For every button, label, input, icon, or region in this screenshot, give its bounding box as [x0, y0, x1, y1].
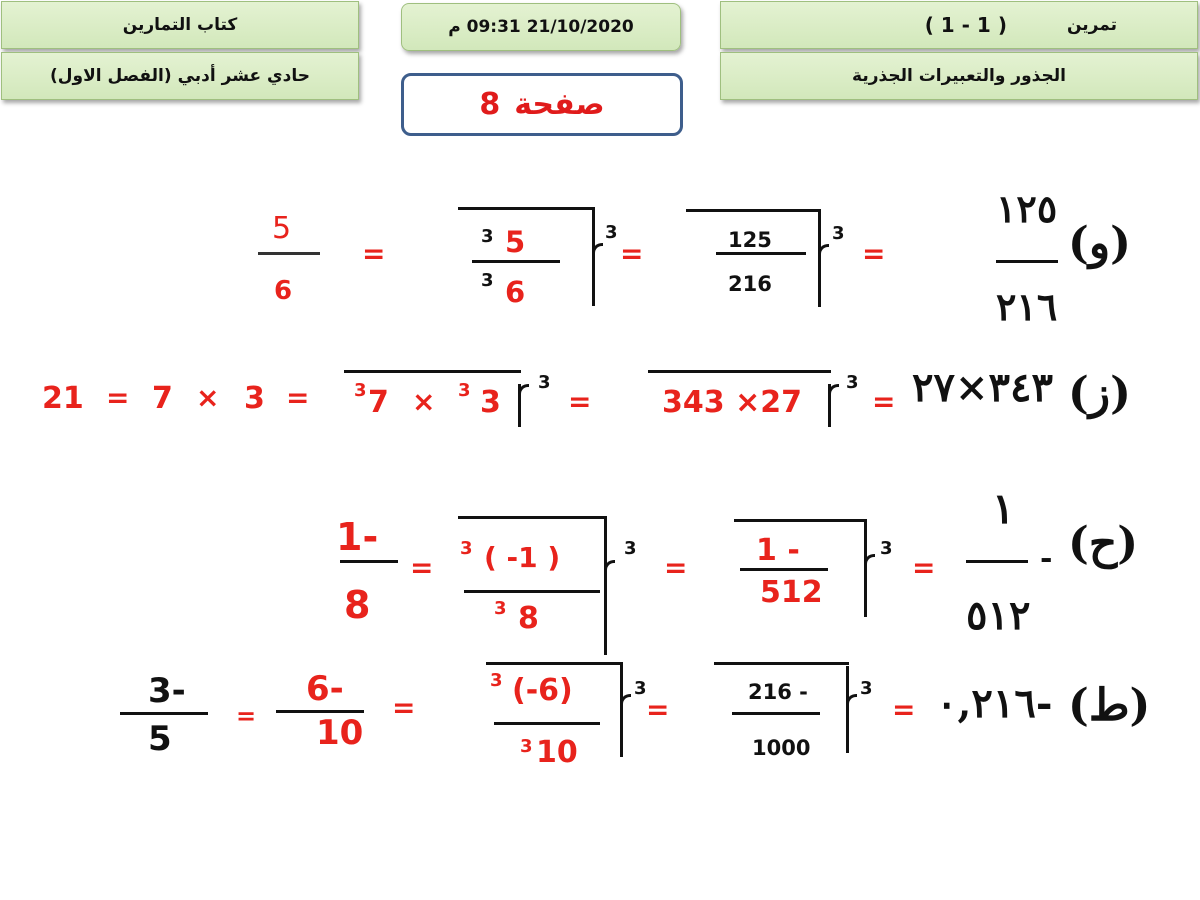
power-index: 3 — [520, 736, 533, 757]
times-sign: × — [196, 381, 220, 414]
result: 21 — [42, 381, 84, 416]
step-den: 10 — [536, 735, 578, 770]
radical-index: 3 — [880, 538, 893, 559]
equals-sign: = — [106, 381, 130, 414]
radical-index: 3 — [605, 222, 618, 243]
radical-vinculum — [344, 370, 521, 373]
radical-index: 3 — [860, 678, 873, 699]
problem-t-expr: -٠,٢١٦ — [936, 680, 1053, 727]
class-label-box — [1, 52, 359, 100]
problem-h-den: ٥١٢ — [966, 592, 1031, 639]
radicand-num: 1 - — [756, 533, 800, 568]
equals-sign: = — [620, 237, 644, 270]
radicand-den: 1000 — [752, 736, 811, 760]
equals-sign: = — [286, 381, 310, 414]
step-factor-b: 3 — [480, 385, 501, 420]
radical-vinculum — [458, 207, 595, 210]
radical-hook — [592, 243, 603, 306]
lesson-title: الجذور والتعبيرات الجذرية — [852, 66, 1066, 86]
radical-index: 3 — [846, 372, 859, 393]
page-number-box — [401, 73, 683, 136]
step-fraction-bar — [472, 260, 560, 263]
equals-sign: = — [664, 551, 688, 584]
answer-num: 5 — [272, 211, 292, 246]
radical-vinculum — [714, 662, 849, 665]
answer-den: 6 — [274, 276, 293, 306]
step-factor-a: 7 — [368, 385, 389, 420]
radicand-den: 512 — [760, 575, 823, 610]
equals-sign: = — [872, 385, 896, 418]
equals-sign: = — [392, 691, 416, 724]
power-index: 3 — [458, 380, 471, 401]
class-label: حادي عشر أدبي (الفصل الاول) — [50, 66, 310, 86]
equals-sign: = — [236, 702, 257, 730]
page-label: صفحة — [514, 87, 605, 122]
radical-index: 3 — [634, 678, 647, 699]
radicand-fraction-bar — [732, 712, 820, 715]
radical-hook — [864, 554, 875, 617]
equals-sign: = — [646, 693, 670, 726]
exercise-label: تمرين — [1066, 15, 1117, 35]
radicand-fraction-bar — [740, 568, 828, 571]
datetime-box — [401, 3, 681, 51]
step-fraction-bar — [464, 590, 600, 593]
datetime: 21/10/2020 09:31 م — [448, 17, 634, 37]
radicand-fraction-bar — [716, 252, 806, 255]
exercise-number: ( 1 - 1 ) — [924, 13, 1007, 37]
answer-den: 5 — [148, 719, 172, 759]
problem-h-fraction-bar — [966, 560, 1028, 563]
radical-vinculum — [648, 370, 831, 373]
power-index: 3 — [354, 380, 367, 401]
radical-hook — [828, 384, 839, 427]
problem-t-label: (ط) — [1068, 680, 1151, 731]
problem-w-den: ٢١٦ — [996, 284, 1058, 329]
radical-hook — [518, 384, 529, 427]
radicand-den: 216 — [728, 272, 772, 296]
radical-vinculum — [686, 209, 821, 212]
answer-num: -3 — [148, 671, 186, 711]
radical-index: 3 — [832, 223, 845, 244]
radical-index: 3 — [624, 538, 637, 559]
step-den: 8 — [518, 601, 539, 636]
power-index: 3 — [490, 670, 503, 691]
answer-den: 8 — [344, 583, 371, 627]
problem-w-fraction-bar — [996, 260, 1058, 263]
radical-vinculum — [486, 662, 623, 665]
fraction-den: 10 — [316, 713, 364, 753]
problem-z-expr: ٣٤٣×٢٧ — [912, 364, 1053, 411]
radicand-num: 216 - — [748, 680, 808, 704]
radical-hook — [818, 244, 829, 307]
radicand-num: 125 — [728, 228, 772, 252]
problem-h-label: (ح) — [1068, 518, 1139, 569]
product-b: 7 — [152, 381, 173, 416]
answer-num: -1 — [336, 515, 379, 559]
problem-w-label: (و) — [1068, 218, 1131, 269]
equals-sign: = — [568, 385, 592, 418]
product-a: 3 — [244, 381, 265, 416]
radicand: 343 ×27 — [662, 385, 802, 420]
radical-index: 3 — [538, 372, 551, 393]
equals-sign: = — [892, 693, 916, 726]
equals-sign: = — [410, 551, 434, 584]
exercise-box — [720, 1, 1198, 49]
step-num: 5 — [505, 225, 526, 259]
power-index: 3 — [494, 598, 507, 619]
power-index: 3 — [481, 226, 494, 247]
power-index: 3 — [481, 270, 494, 291]
radical-vinculum — [734, 519, 867, 522]
power-index: 3 — [460, 538, 473, 559]
step-num: ( -1 ) — [484, 541, 561, 574]
equals-sign: = — [362, 237, 386, 270]
problem-h-neg: - — [1040, 541, 1053, 576]
equals-sign: = — [862, 237, 886, 270]
radical-vinculum — [458, 516, 607, 519]
problem-h-num: ١ — [992, 484, 1015, 533]
answer-fraction-bar — [258, 252, 320, 255]
step-den: 6 — [505, 275, 526, 309]
book-title-box — [1, 1, 359, 49]
page-number: 8 — [479, 87, 501, 122]
times-sign: × — [412, 385, 436, 418]
radical-hook — [846, 694, 857, 753]
step-num: (-6) — [512, 673, 573, 708]
fraction-num: -6 — [306, 669, 344, 709]
lesson-title-box — [720, 52, 1198, 100]
book-title: كتاب التمارين — [122, 15, 238, 35]
answer-fraction-bar — [120, 712, 208, 715]
equals-sign: = — [912, 551, 936, 584]
step-fraction-bar — [494, 722, 600, 725]
answer-fraction-bar — [340, 560, 398, 563]
radical-hook — [604, 560, 615, 655]
radical-hook — [620, 694, 631, 757]
problem-z-label: (ز) — [1068, 368, 1131, 419]
problem-w-num: ١٢٥ — [996, 186, 1058, 231]
